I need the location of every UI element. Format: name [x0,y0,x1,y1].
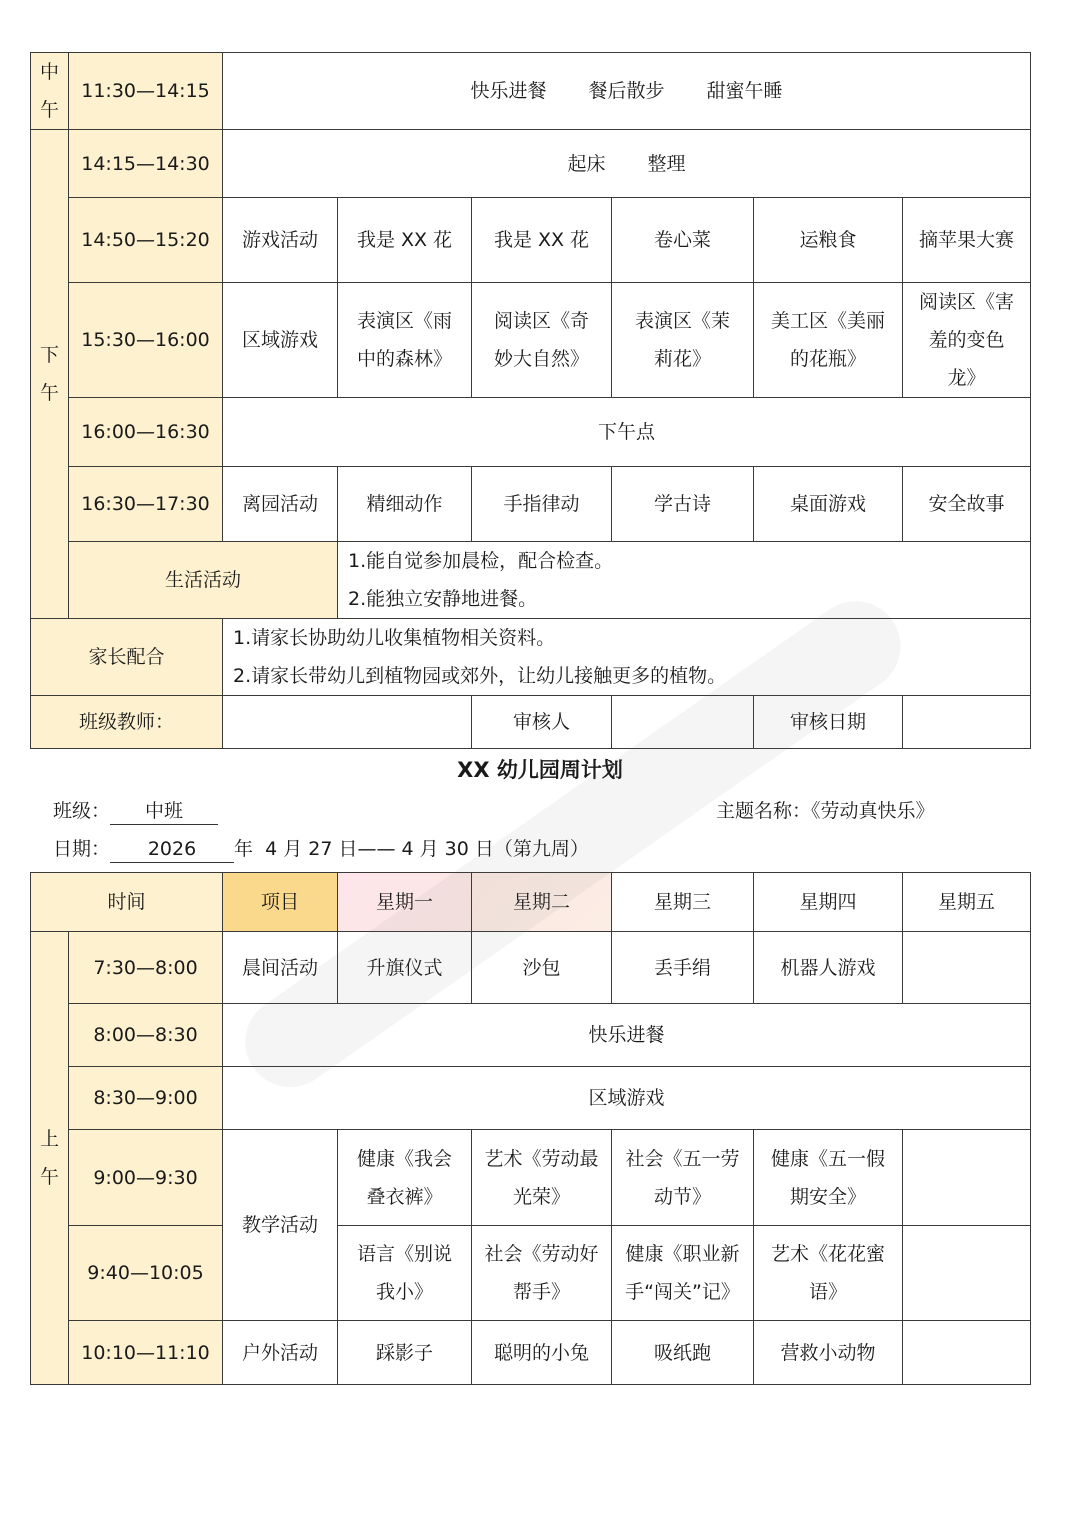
afternoon-activity: 整理 [647,152,686,175]
parent-line: 2.请家长带幼儿到植物园或郊外，让幼儿接触更多的植物。 [233,665,727,687]
morning-time: 7:30—8:00 [69,932,223,1004]
table-cell [903,1226,1031,1321]
page-title: XX 幼儿园周计划 [457,758,623,782]
table-cell: 摘苹果大赛 [903,198,1031,283]
review-date-label: 审核日期 [754,696,903,749]
afternoon-time: 14:50—15:20 [69,198,223,283]
table-cell: 沙包 [472,932,612,1004]
morning-time: 10:10—11:10 [69,1321,223,1385]
date-range: 年 4 月 27 日—— 4 月 30 日（第九周） [234,838,589,860]
table-cell: 吸纸跑 [612,1321,754,1385]
noon-label: 中午 [31,53,69,130]
life-line: 1.能自觉参加晨检，配合检查。 [348,550,614,572]
table-cell: 健康《五一假期安全》 [754,1130,903,1226]
table-cell: 表演区《雨中的森林》 [338,283,472,398]
breakfast-cell: 快乐进餐 [223,1004,1031,1067]
table-cell: 卷心菜 [612,198,754,283]
wakeup-activities [223,130,1031,198]
upper-schedule-table [30,52,1031,749]
table-cell: 精细动作 [338,467,472,542]
reviewer-label: 审核人 [472,696,612,749]
table-cell: 美工区《美丽的花瓶》 [754,283,903,398]
header-wednesday: 星期三 [612,873,754,932]
table-cell: 语言《别说我小》 [338,1226,472,1321]
table-cell: 健康《职业新手“闯关”记》 [612,1226,754,1321]
header-friday: 星期五 [903,873,1031,932]
class-label: 班级： [53,800,111,822]
project-cell: 教学活动 [223,1130,338,1321]
morning-time: 9:00—9:30 [69,1130,223,1226]
reviewer-value [612,696,754,749]
class-teacher-value [223,696,472,749]
noon-activity: 甜蜜午睡 [706,80,783,102]
review-date-value [903,696,1031,749]
table-cell: 社会《劳动好帮手》 [472,1226,612,1321]
table-cell: 升旗仪式 [338,932,472,1004]
noon-activities [223,53,1031,130]
morning-label: 上午 [31,932,69,1385]
header-time: 时间 [31,873,223,932]
parent-line: 1.请家长协助幼儿收集植物相关资料。 [233,627,556,649]
table-cell: 离园活动 [223,467,338,542]
project-cell: 晨间活动 [223,932,338,1004]
class-teacher-label: 班级教师： [31,696,223,749]
morning-time: 9:40—10:05 [69,1226,223,1321]
parent-cooperation-content [223,619,1031,696]
project-cell: 户外活动 [223,1321,338,1385]
noon-activity: 快乐进餐 [470,80,547,102]
header-thursday: 星期四 [754,873,903,932]
afternoon-time: 16:30—17:30 [69,467,223,542]
afternoon-time: 16:00—16:30 [69,398,223,467]
weekly-plan-table [30,872,1031,1385]
area-game-cell: 区域游戏 [223,1067,1031,1130]
header-monday: 星期一 [338,873,472,932]
year-value: 2026 [110,836,234,863]
table-cell: 阅读区《奇妙大自然》 [472,283,612,398]
table-cell: 社会《五一劳动节》 [612,1130,754,1226]
header-project: 项目 [223,873,338,932]
parent-cooperation-label: 家长配合 [31,619,223,696]
table-cell [903,932,1031,1004]
date-info [53,834,589,864]
table-cell: 手指律动 [472,467,612,542]
table-cell: 运粮食 [754,198,903,283]
snack-cell: 下午点 [223,398,1031,467]
afternoon-label: 下午 [31,130,69,619]
table-cell: 艺术《花花蜜语》 [754,1226,903,1321]
table-cell: 健康《我会叠衣裤》 [338,1130,472,1226]
table-cell: 艺术《劳动最光荣》 [472,1130,612,1226]
table-cell [903,1321,1031,1385]
table-cell: 丢手绢 [612,932,754,1004]
noon-time: 11:30—14:15 [69,53,223,130]
table-cell: 表演区《茉莉花》 [612,283,754,398]
theme-name: 主题名称：《劳动真快乐》 [716,800,935,822]
table-cell: 机器人游戏 [754,932,903,1004]
morning-time: 8:30—9:00 [69,1067,223,1130]
table-cell: 桌面游戏 [754,467,903,542]
table-cell [903,1130,1031,1226]
life-line: 2.能独立安静地进餐。 [348,588,538,610]
table-cell: 我是 XX 花 [338,198,472,283]
life-activity-label: 生活活动 [69,542,338,619]
class-info [53,796,218,826]
header-tuesday: 星期二 [472,873,612,932]
morning-time: 8:00—8:30 [69,1004,223,1067]
class-value: 中班 [110,798,218,825]
table-cell: 学古诗 [612,467,754,542]
afternoon-time: 14:15—14:30 [69,130,223,198]
afternoon-activity: 起床 [567,152,606,175]
table-cell: 游戏活动 [223,198,338,283]
table-cell: 踩影子 [338,1321,472,1385]
life-activity-content [338,542,1031,619]
table-cell: 阅读区《害羞的变色龙》 [903,283,1031,398]
table-cell: 聪明的小兔 [472,1321,612,1385]
table-cell: 安全故事 [903,467,1031,542]
noon-activity: 餐后散步 [588,80,665,102]
afternoon-time: 15:30—16:00 [69,283,223,398]
date-label: 日期： [53,838,111,860]
table-cell: 营救小动物 [754,1321,903,1385]
table-cell: 区域游戏 [223,283,338,398]
table-cell: 我是 XX 花 [472,198,612,283]
